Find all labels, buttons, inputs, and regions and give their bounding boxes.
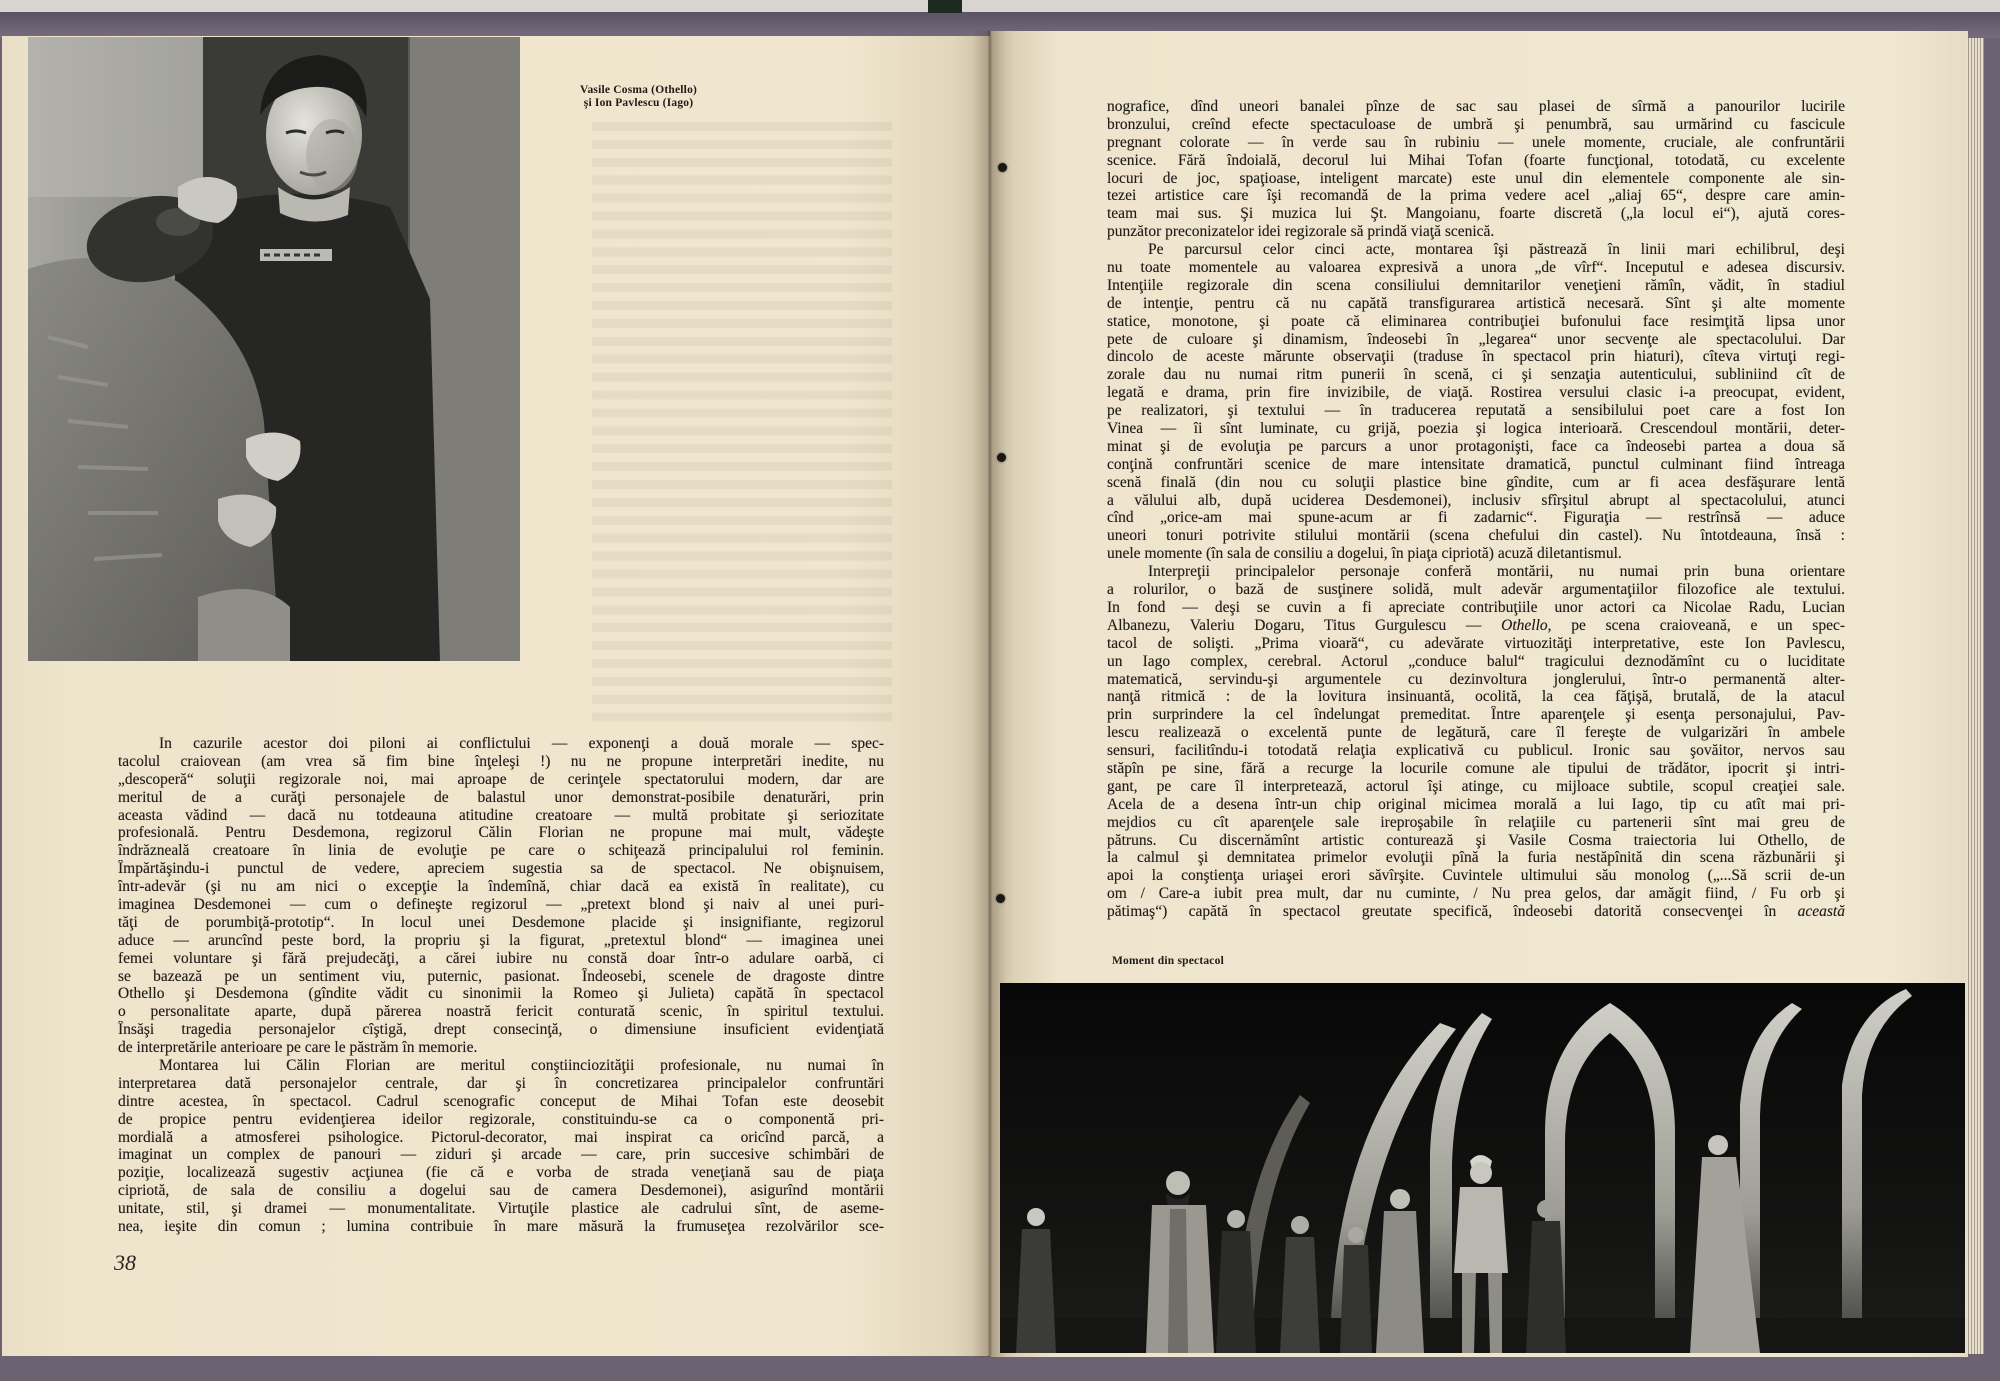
paragraph	[118, 735, 884, 1057]
binding-staple	[997, 453, 1006, 462]
text-line: bronzului, creînd efecte spectaculoase de umbră şi penumbră, sau urmărind cu fascicule	[1107, 115, 1845, 133]
text-segment: pătimaş“) capătă în spectacol greutate specifică, îndeosebi datorită consecvenţei în	[1107, 903, 1798, 921]
photo-stage-scene	[1000, 983, 1965, 1353]
text-line: nea, ieşite din comun ; lumina contribuie în mare măsură la frumuseţea rezolvărilor sce-	[118, 1218, 884, 1236]
text-line: Intenţiile regizorale din scena consiliului demnitarilor veneţieni rămîn, vădit, în stadiul	[1107, 276, 1845, 294]
text-line: de intenţie, pentru că nu capătă transfigurarea artistică necesară. Sînt şi alte momente	[1107, 294, 1845, 312]
caption-line: Vasile Cosma (Othello)	[580, 84, 698, 96]
text-line: dintre acestea, în spectacol. Cadrul scenografic conceput de Mihai Tofan este deosebit	[118, 1092, 884, 1110]
page-number: 38	[114, 1250, 136, 1275]
text-line: gant, pe care îl interpretează, actorul îşi atinge, cu mijloace subtile, scopul creaţiei sale.	[1107, 777, 1845, 795]
text-line: aceasta vădind — dacă nu totdeauna atitudine creatoare — multă probitate şi seriozitate	[118, 806, 884, 824]
text-line: legată e drama, prin fire invizibile, de viaţă. Rostirea versului clasic i-a preocupat, evident,	[1107, 384, 1845, 402]
binding-tape	[928, 0, 962, 13]
text-line: a vălului alb, după uciderea Desdemonei), inclusiv sfîrşitul abrupt al spectacolului, atunci	[1107, 491, 1845, 509]
text-line: pregnant colorate — în verde sau în rubiniu — unele momente, cruciale, ale confruntării	[1107, 133, 1845, 151]
text-line: mordială a atmosferei psihologice. Pictorul-decorator, mai inspirat ca oricînd parcă, a	[118, 1128, 884, 1146]
text-line: om / Care-a iubit prea mult, dar nu cuminte, / Nu prea gelos, dar amăgit fiind, / Fu orb şi	[1107, 885, 1845, 903]
text-line: tacolul craiovean (am vrea să fim bine înţeleşi !) nu ne propune interpretări inedite, nu	[118, 752, 884, 770]
paragraph	[1107, 98, 1845, 241]
text-line: profesională. Pentru Desdemona, regizorul Călin Florian ne propune mai mult, vădeşte	[118, 824, 884, 842]
text-line: matematică, servindu-şi argumentele cu dezinvoltura jonglerului, într-o permanentă alter-	[1107, 670, 1845, 688]
text-segment: , pe scena craioveană, e un spec-	[1547, 616, 1845, 634]
page-block-edges	[1966, 38, 1984, 1354]
text-line: prin surprindere la cel îndelungat premeditat. Între aparenţele şi esenţa personajului, Pav-	[1107, 706, 1845, 724]
text-line: team mai sus. Şi muzica lui Şt. Mangoianu, foarte discretă („la locul ei“), ajută cores-	[1107, 205, 1845, 223]
text-line: la calmul şi demnitatea primelor evoluţii pînă la furia nestăpînită din scena răzbunării şi	[1107, 849, 1845, 867]
text-line: scenă finală (din nou cu soluţii plastice bine gîndite, cum ar fi acea desfăşurare lentă	[1107, 473, 1845, 491]
text-line: a rolurilor, o bază de susţinere solidă, mult adevăr argumentaţiilor filozofice ale textului.	[1107, 581, 1845, 599]
photo-caption	[580, 84, 697, 110]
text-line: pătruns. Cu discernămînt artistic conturează şi Vasile Cosma traiectoria lui Othello, de	[1107, 831, 1845, 849]
paragraph	[118, 1057, 884, 1236]
text-line: Montarea lui Călin Florian are meritul conştiinciozităţii profesionale, nu numai în	[159, 1057, 884, 1075]
text-line: de interpretările anterioare pe care le păstrăm în memorie.	[118, 1039, 478, 1057]
text-line: In cazurile acestor doi piloni ai conflictului — exponenţi a două morale — spec-	[159, 735, 884, 752]
italic-text: această	[1797, 903, 1845, 921]
text-line: conţină confruntări scenice de mare intensitate dramatică, punctul culminant fiind întreaga	[1107, 455, 1845, 473]
text-line: cînd „orice-am mai spune-acum ar fi zadarnic“. Figuraţia — restrînsă — aduce	[1107, 509, 1845, 527]
text-line: meritul de a curăţi personajele de balastul unor demonstrat-posibile denaturări, prin	[118, 788, 884, 806]
binding-staple	[998, 163, 1007, 172]
text-line: unele momente (în sala de consiliu a dogelui, în piaţa cipriotă) acuză diletantismul.	[1107, 545, 1622, 563]
text-line: „descoperă“ soluţii regizorale noi, mai aproape de cerinţele spectatorului modern, dar are	[118, 770, 884, 788]
text-line: locuri de joc, spaţioase, inteligent marcate) este unul din elementele componente ale sin-	[1107, 169, 1845, 187]
text-line: mejdios cu cît aparenţele sale ireproşabile în relaţiile cu partenerii sînt mai greu de	[1107, 813, 1845, 831]
photo-othello-iago	[28, 37, 520, 661]
text-line: stăpîn pe sine, fără a recurge la locurile comune ale tipului de trădător, ipocrit şi intri-	[1107, 759, 1845, 777]
text-line: Acela de a desena într-un chip original micimea morală a lui Iago, tip cu atît mai pri-	[1107, 795, 1845, 813]
text-line	[1107, 617, 1845, 635]
text-line: Othello şi Desdemona (gîndite vădit cu sinonimii la Romeo şi Julieta) capătă în spectacol	[118, 985, 884, 1003]
text-line: lescu realizează o excelentă punte de legătură, care îl fereşte de vulgarizări în ambele	[1107, 724, 1845, 742]
text-line: imaginea Desdemonei — cum o defineşte regizorul — „pretext blond şi naiv al unei puri-	[118, 896, 884, 914]
text-line: de propice pentru evidenţierea ideilor regizorale, constituindu-se ca o componentă pri-	[118, 1110, 884, 1128]
text-line: statice, monotone, şi poate că eliminarea contribuţiei bufonului face resimţită lipsa unor	[1107, 312, 1845, 330]
left-text-column	[118, 735, 884, 1236]
text-line: sensuri, facilitîndu-i totodată relaţia explicativă cu publicul. Ironic sau şovăitor, nervos sau	[1107, 742, 1845, 760]
text-line: In fond — deşi se cuvin a fi apreciate contribuţiile unor actori ca Nicolae Radu, Lucian	[1107, 598, 1845, 616]
show-through-text	[592, 122, 892, 722]
text-line: imaginat un complex de panouri — ziduri şi arcade — care, prin succesive schimbări de	[118, 1146, 884, 1164]
text-line: Interpreţii principalelor personaje conferă montării, nu numai prin buna orientare	[1148, 563, 1845, 581]
text-line: interpretarea dată personajelor centrale, dar şi în concretizarea principalelor confruntări	[118, 1074, 884, 1092]
text-line: femei voluntare şi fără prejudecăţi, a cărei iubire nu constă doar într-o adulare oarbă, ci	[118, 949, 884, 967]
text-line: uneori tonuri potrivite stilului montării (scena chefului din castel). Nu întotdeauna, însă :	[1107, 527, 1845, 545]
text-line: într-adevăr (şi nu am nici o excepţie la îndemînă, chiar dacă ea există în realitate), cu	[118, 878, 884, 896]
text-line: dincolo de aceste mărunte observaţii (traduse în spectacol prin hiaturi), cîteva virtuţi regi-	[1107, 348, 1845, 366]
text-line: se bazează pe un sentiment viu, puternic, pasionat. Îndeosebi, scenele de dragoste dintre	[118, 967, 884, 985]
text-line: Însăşi tragedia personajelor cîştigă, drept consecinţă, o dimensiune insuficient evidenţiată	[118, 1021, 884, 1039]
text-line: un Iago complex, cerebral. Actorul „conduce balul“ tragicului deznodămînt cu o luciditate	[1107, 652, 1845, 670]
text-line: aduce — aruncînd peste bord, la propriu şi la figurat, „pretextul blond“ — imaginea unei	[118, 931, 884, 949]
text-line: pete de culoare şi dinamism, îndeosebi în „legarea“ unor secvenţe ale spectacolului. Dar	[1107, 330, 1845, 348]
text-line: nografice, dînd uneori banalei pînze de sac sau plasei de sîrmă a panourilor lucirile	[1107, 98, 1845, 115]
text-line: tăţi de porumbiţă-prototip“. In locul unei Desdemone placide şi insignifiante, regizorul	[118, 913, 884, 931]
text-line: pe realizatori, şi textului — în traducerea reputată a sensibilului poet care a fost Ion	[1107, 402, 1845, 420]
text-line: Împărtăşindu-i punctul de vedere, apreciem sugestia sa de spectacol. Ne obişnuisem,	[118, 860, 884, 878]
text-line: punzător preconizatelor idei regizorale să prindă viaţă scenică.	[1107, 223, 1495, 241]
text-segment: Albanezu, Valeriu Dogaru, Titus Gurgulescu —	[1107, 616, 1502, 634]
text-line: Vinea — îi sînt luminate, cu grijă, poezia şi logica interioară. Crescendoul montării, deter-	[1107, 420, 1845, 438]
text-line: zorale dau nu numai ritm punerii în scenă, ci şi senzaţia autenticului, subliniind cît de	[1107, 366, 1845, 384]
italic-text: Othello	[1501, 616, 1548, 634]
paragraph	[1107, 563, 1845, 921]
text-line: apoi la conştienţa uriaşei erori săvîrşite. Cuvintele ultimului său monolog („...Să scrii de-un	[1107, 867, 1845, 885]
photo-caption: Moment din spectacol	[1112, 955, 1224, 967]
scanner-background	[0, 0, 2000, 12]
text-line: unitate, stil, şi dramei — monumentalitate. Virtuţile plastice ale cadrului sînt, de aseme-	[118, 1200, 884, 1218]
text-line: nu toate momentele au valoarea expresivă a unora „de vîrf“. Inceputul e adesea discursiv.	[1107, 259, 1845, 277]
text-line: minat şi de evoluţia pe parcurs a unor protagonişti, face ca îndeosebi partea a doua să	[1107, 437, 1845, 455]
text-line: o personalitate aparte, după părerea noastră fericit conturată scenic, în spiritul textului.	[118, 1003, 884, 1021]
text-line: Pe parcursul celor cinci acte, montarea îşi păstrează în linii mari echilibrul, deşi	[1148, 241, 1845, 259]
text-line: cipriotă, de sala de consiliu a dogelui sau de camera Desdemonei), asigurînd montării	[118, 1182, 884, 1200]
paragraph	[1107, 241, 1845, 563]
text-line: tacol de solişti. „Prima vioară“, cu adevărate virtuozităţi interpretative, este Ion Pavlescu,	[1107, 634, 1845, 652]
text-line: îndrăzneală creatoare în linia de evoluţie pe care o schiţează principalului rol feminin.	[118, 842, 884, 860]
text-line	[1107, 903, 1845, 921]
text-line: tezei artistice care îşi recomandă de la prima vedere acel „aliaj 65“, despre care amin-	[1107, 187, 1845, 205]
text-line: scenice. Fără îndoială, decorul lui Mihai Tofan (foarte funcţional, totodată, cu excelente	[1107, 151, 1845, 169]
right-text-column	[1107, 98, 1845, 921]
text-line: poziţie, localizează sugestiv acţiunea (fie că e vorba de strada veneţiană sau de piaţa	[118, 1164, 884, 1182]
caption-line: şi Ion Pavlescu (Iago)	[583, 97, 694, 109]
binding-staple	[996, 894, 1005, 903]
text-line: nanţă ritmică : de la lovitura insinuantă, ocolită, la cea făţişă, brutală, de la atacul	[1107, 688, 1845, 706]
